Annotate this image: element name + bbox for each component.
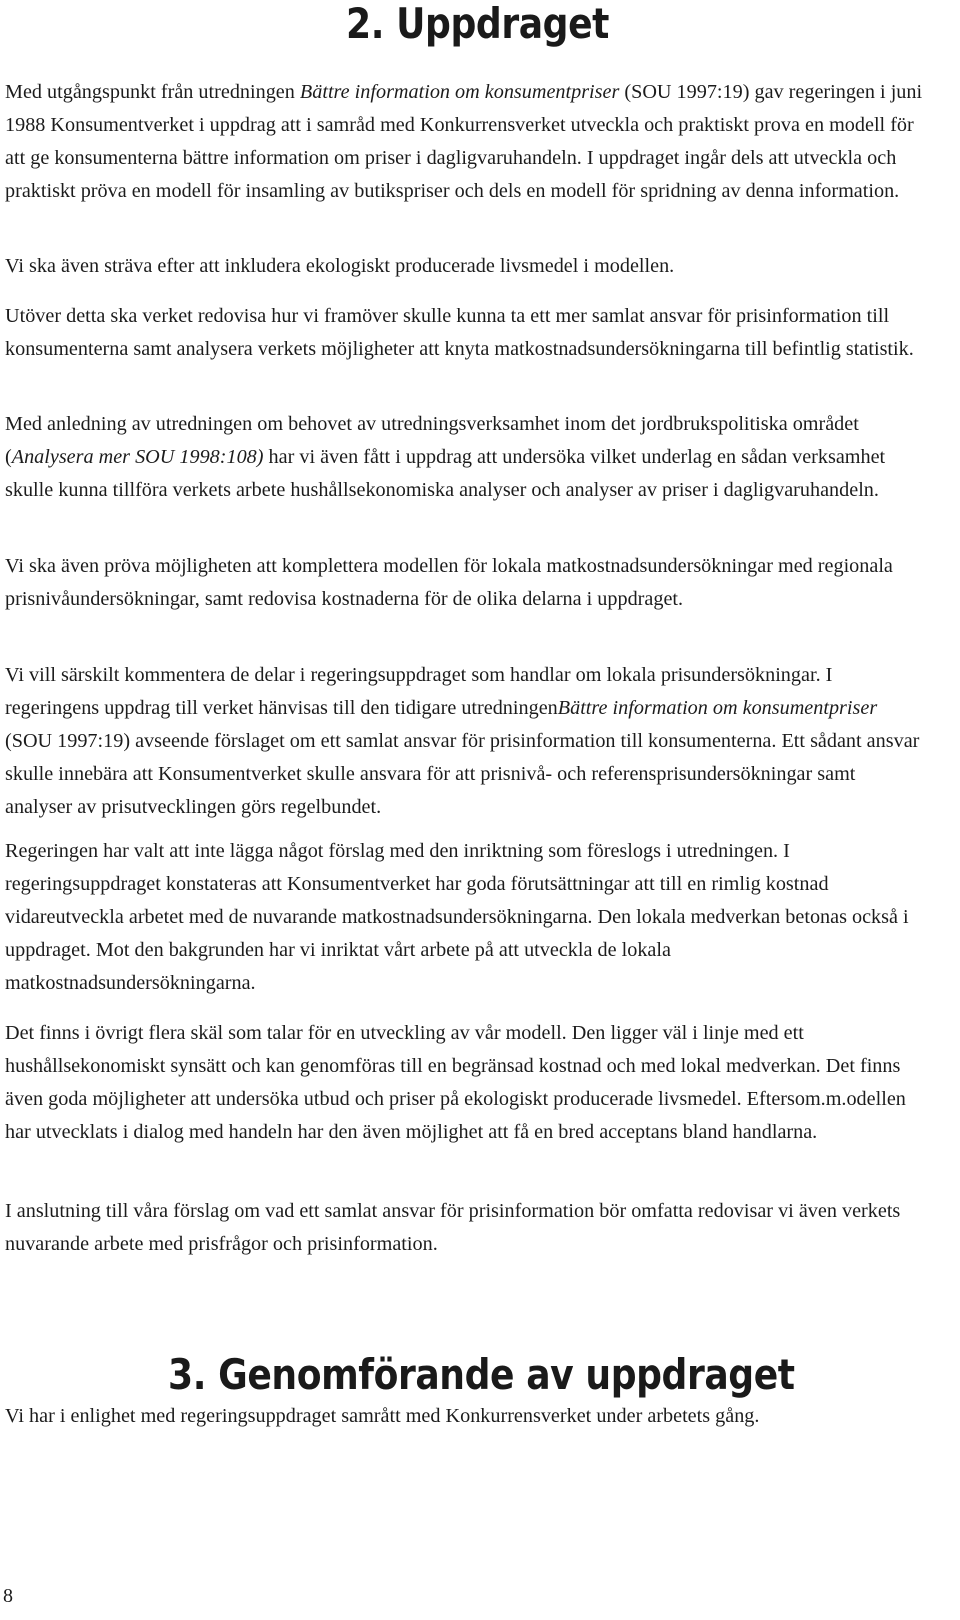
paragraph-text: (SOU 1997:19) gav regeringen i juni 1988 Konsumentverket i uppdrag att i samråd med Konkurrensverket utveckla och praktiskt prova en modell för att ge konsumenterna bättre information om priser i dagligvaruhandeln. I uppdraget ingår dels att utveckla och praktiskt pröva en modell för insamling av butikspriser och dels en modell för spridning av denna information. xyxy=(5,81,923,202)
section-3-paragraph-1: Vi har i enlighet med regeringsuppdraget samrått med Konkurrensverket under arbetets gång. xyxy=(5,1405,760,1427)
section-3-heading: 3. Genomförande av uppdraget xyxy=(168,1350,795,1399)
report-title: Analysera mer SOU 1998:108) xyxy=(11,446,264,468)
section-2-paragraph-6 xyxy=(5,659,925,824)
section-2-paragraph-3: Utöver detta ska verket redovisa hur vi framöver skulle kunna ta ett mer samlat ansvar för prisinformation till konsumenterna samt analysera verkets möjligheter att knyta matkostnadsundersökningarna till befintlig statistik. xyxy=(5,305,914,360)
section-2-paragraph-8: Det finns i övrigt flera skäl som talar för en utveckling av vår modell. Den ligger väl i linje med ett hushållsekonomiskt synsätt och kan genomföras till en begränsad kostnad och med lokal medverkan. Det finns även goda möjligheter att undersöka utbud och priser på ekologiskt producerade livsmedel. Eftersom.m.odellen har utvecklats i dialog med handeln har den även möjlighet att få en bred acceptans bland handlarna. xyxy=(5,1022,906,1143)
section-2-paragraph-7: Regeringen har valt att inte lägga något förslag med den inriktning som föreslogs i utredningen. I regeringsuppdraget konstateras att Konsumentverket har goda förutsättningar att till en rimlig kostnad vidareutveckla arbetet med de nuvarande matkostnadsundersökningarna. Den lokala medverkan betonas också i uppdraget. Mot den bakgrunden har vi inriktat vårt arbete på att utveckla de lokala matkostnadsundersökningarna. xyxy=(5,840,909,994)
page-number: 8 xyxy=(3,1585,13,1607)
section-2-paragraph-4 xyxy=(5,408,925,507)
paragraph-text: har vi även fått i uppdrag att undersöka vilket underlag en sådan verksamhet skulle kunna tillföra verkets arbete hushållsekonomiska analyser och analyser av priser i dagligvaruhandeln. xyxy=(5,446,886,501)
section-2-paragraph-2: Vi ska även sträva efter att inkludera ekologiskt producerade livsmedel i modellen. xyxy=(5,255,675,277)
paragraph-text: Vi vill särskilt kommentera de delar i regeringsuppdraget som handlar om lokala prisundersökningar. I regeringens uppdrag till verket hänvisas till den tidigare utredningen xyxy=(5,664,833,719)
report-title: Bättre information om konsumentpriser xyxy=(557,697,878,719)
section-2-heading: 2. Uppdraget xyxy=(346,0,609,48)
section-2-paragraph-5: Vi ska även pröva möjligheten att komplettera modellen för lokala matkostnadsundersökningar med regionala prisnivåundersökningar, samt redovisa kostnaderna för de olika delarna i uppdraget. xyxy=(5,555,893,610)
paragraph-text: Med anledning av utredningen om behovet av utredningsverksamhet inom det jordbrukspolitiska området ( xyxy=(5,413,859,468)
paragraph-text: Med utgångspunkt från utredningen xyxy=(5,81,300,103)
report-title: Bättre information om konsumentpriser xyxy=(299,81,620,103)
section-2-paragraph-1 xyxy=(5,76,925,208)
section-2-paragraph-9: I anslutning till våra förslag om vad ett samlat ansvar för prisinformation bör omfatta redovisar vi även verkets nuvarande arbete med prisfrågor och prisinformation. xyxy=(5,1200,901,1255)
paragraph-text: (SOU 1997:19) avseende förslaget om ett samlat ansvar för prisinformation till konsumenterna. Ett sådant ansvar skulle innebära att Konsumentverket skulle ansvara för att prisnivå- och referensprisundersökningar samt analyser av prisutvecklingen görs regelbundet. xyxy=(5,730,920,818)
